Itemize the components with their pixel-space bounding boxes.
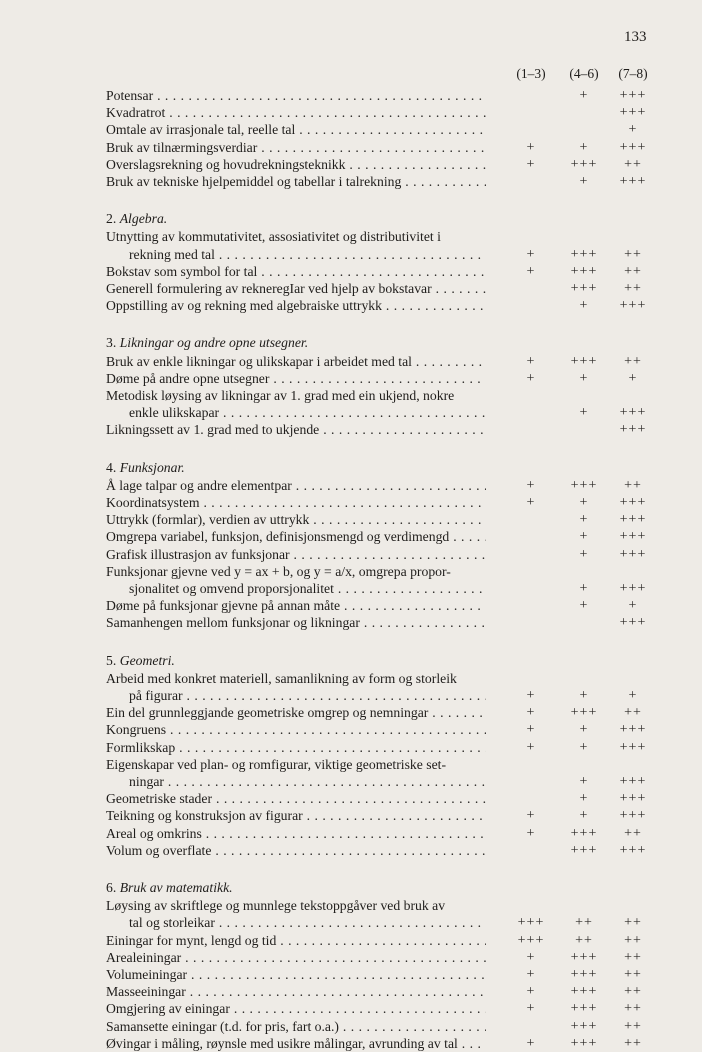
mark-cell: + <box>579 598 589 614</box>
mark-cell: + <box>579 139 589 155</box>
mark-cell: +++ <box>619 722 647 738</box>
row-label: Overslagsrekning og hovudrekningsteknikk . . . <box>106 156 486 173</box>
table-row <box>106 949 651 966</box>
row-label: Bruk av enkle likningar og ulikskapar i arbeidet med tal . . . <box>106 353 486 370</box>
row-label: Arbeid med konkret materiell, samanlikning av form og storleik <box>106 670 457 686</box>
table-row-continuation <box>106 914 651 931</box>
mark-cell: ++ <box>624 1018 642 1034</box>
row-label: Å lage talpar og andre elementpar . . . <box>106 477 486 494</box>
mark-cell: +++ <box>619 581 647 596</box>
mark-cell: + <box>526 808 536 824</box>
mark-cell: + <box>526 1035 536 1051</box>
row-label-continuation: på figurar . . . <box>129 687 486 704</box>
table-row <box>106 704 651 721</box>
mark-cell: +++ <box>619 774 647 789</box>
table-row-continuation <box>106 404 651 421</box>
mark-cell: + <box>628 122 638 138</box>
mark-cell: + <box>579 774 589 789</box>
section-title: Algebra. <box>119 211 168 227</box>
table-row <box>106 1000 651 1017</box>
mark-cell: + <box>579 370 589 386</box>
mark-cell: + <box>526 722 536 738</box>
table-row-continuation <box>106 580 651 597</box>
row-label: Generell formulering av rekneregIar ved hjelp av bokstavar . . . <box>106 280 486 297</box>
mark-cell: +++ <box>570 984 598 1000</box>
table-row-continuation <box>106 687 651 704</box>
mark-cell: +++ <box>619 842 647 858</box>
table-row <box>106 263 651 280</box>
table-row <box>106 297 651 314</box>
column-header-1-3: (1–3) <box>516 66 546 81</box>
table-row <box>106 670 651 687</box>
mark-cell: + <box>579 546 589 562</box>
table-row <box>106 739 651 756</box>
table-row <box>106 546 651 563</box>
mark-cell: + <box>526 156 536 172</box>
row-label-continuation: sjonalitet og omvend proporsjonalitet . . . <box>129 580 486 597</box>
mark-cell: + <box>526 688 536 703</box>
table-row <box>106 807 651 824</box>
mark-cell: +++ <box>570 156 598 172</box>
row-label: Volum og overflate . . . <box>106 842 486 859</box>
table-row <box>106 87 651 104</box>
table-row-continuation <box>106 246 651 263</box>
mark-cell: +++ <box>570 825 598 841</box>
mark-cell: +++ <box>570 705 598 721</box>
row-label-continuation: enkle ulikskapar . . . <box>129 404 486 421</box>
mark-cell: + <box>579 174 589 189</box>
table-row <box>106 966 651 983</box>
row-label-continuation: rekning med tal . . . <box>129 246 486 263</box>
mark-cell: +++ <box>570 477 598 493</box>
table-row <box>106 104 651 121</box>
mark-cell: + <box>526 949 536 965</box>
mark-cell: +++ <box>619 298 647 314</box>
table-row <box>106 1018 651 1035</box>
mark-cell: + <box>579 722 589 738</box>
section-title: Likningar og andre opne utsegner. <box>119 335 309 351</box>
mark-cell: ++ <box>575 915 593 931</box>
mark-cell: + <box>579 405 589 421</box>
section-number: 5. <box>106 652 120 668</box>
mark-cell: + <box>526 1001 536 1017</box>
mark-cell: + <box>579 808 589 824</box>
column-header-7-8: (7–8) <box>618 66 648 81</box>
mark-cell: +++ <box>517 932 545 948</box>
mark-cell: + <box>526 353 536 369</box>
mark-cell: + <box>526 967 536 982</box>
mark-cell: +++ <box>619 105 647 121</box>
row-label: Funksjonar gjevne ved y = ax + b, og y = a/x, omgrepa propor- <box>106 563 451 579</box>
mark-cell: +++ <box>619 512 647 528</box>
mark-cell: +++ <box>570 1035 598 1051</box>
mark-cell: + <box>579 495 589 510</box>
table-row <box>106 121 651 138</box>
mark-cell: + <box>628 598 638 614</box>
row-label: Samanhengen mellom funksjonar og likningar . . . <box>106 614 486 631</box>
table-row <box>106 721 651 738</box>
section-number: 4. <box>106 459 120 475</box>
row-label: Løysing av skriftlege og munnlege tekstoppgåver ved bruk av <box>106 898 446 914</box>
table-row <box>106 932 651 949</box>
table-row <box>106 353 651 370</box>
table-row <box>106 280 651 297</box>
section-heading <box>106 879 233 896</box>
table-row <box>106 790 651 807</box>
row-label: Volumeiningar . . . <box>106 966 486 983</box>
mark-cell: +++ <box>619 791 647 807</box>
row-label: Bokstav som symbol for tal . . . <box>106 263 486 280</box>
mark-cell: + <box>579 739 589 755</box>
mark-cell: ++ <box>624 1035 642 1051</box>
table-row <box>106 563 651 580</box>
row-label: Likningssett av 1. grad med to ukjende . . . <box>106 421 486 438</box>
row-label: Teikning og konstruksjon av figurar . . . <box>106 807 486 824</box>
mark-cell: +++ <box>619 139 647 155</box>
mark-cell: +++ <box>619 808 647 824</box>
table-row <box>106 139 651 156</box>
table-row <box>106 228 651 245</box>
row-label: Kvadratrot . . . <box>106 104 486 121</box>
row-label: Ein del grunnleggjande geometriske omgrep og nemningar . . . <box>106 704 486 721</box>
mark-cell: +++ <box>570 949 598 965</box>
mark-cell: +++ <box>570 263 598 279</box>
table-row <box>106 370 651 387</box>
mark-cell: +++ <box>570 1001 598 1017</box>
mark-cell: ++ <box>624 353 642 369</box>
row-label: Døme på funksjonar gjevne på annan måte . . . <box>106 597 486 614</box>
row-label: Kongruens . . . <box>106 721 486 738</box>
mark-cell: ++ <box>624 915 642 931</box>
mark-cell: + <box>526 825 536 841</box>
table-row <box>106 983 651 1000</box>
mark-cell: +++ <box>619 88 647 103</box>
table-row <box>106 387 651 404</box>
mark-cell: +++ <box>619 174 647 189</box>
table-row-continuation <box>106 773 651 790</box>
mark-cell: +++ <box>619 739 647 755</box>
mark-cell: +++ <box>570 246 598 262</box>
mark-cell: ++ <box>624 1001 642 1017</box>
mark-cell: +++ <box>570 842 598 858</box>
mark-cell: + <box>526 495 536 510</box>
row-label: Bruk av tilnærmingsverdiar . . . <box>106 139 486 156</box>
mark-cell: +++ <box>619 422 647 438</box>
mark-cell: + <box>526 705 536 721</box>
mark-cell: ++ <box>624 932 642 948</box>
mark-cell: +++ <box>517 915 545 931</box>
mark-cell: + <box>526 370 536 386</box>
row-label: Oppstilling av og rekning med algebraiske uttrykk . . . <box>106 297 486 314</box>
section-number: 6. <box>106 880 120 895</box>
row-label: Masseeiningar . . . <box>106 983 486 1000</box>
row-label: Øvingar i måling, røynsle med usikre målingar, avrunding av tal . . . <box>106 1035 486 1052</box>
row-label: Arealeiningar . . . <box>106 949 486 966</box>
page-number: 133 <box>624 29 647 45</box>
table-row <box>106 477 651 494</box>
mark-cell: + <box>579 791 589 807</box>
table-row <box>106 597 651 614</box>
section-heading <box>106 334 308 351</box>
section-heading <box>106 459 185 476</box>
mark-cell: +++ <box>619 405 647 421</box>
section-number: 2. <box>106 211 120 227</box>
mark-cell: ++ <box>624 246 642 262</box>
mark-cell: +++ <box>619 495 647 510</box>
mark-cell: + <box>526 139 536 155</box>
mark-cell: +++ <box>619 615 647 631</box>
mark-cell: +++ <box>570 1018 598 1034</box>
mark-cell: ++ <box>624 281 642 296</box>
section-number: 3. <box>106 335 120 351</box>
mark-cell: +++ <box>619 529 647 545</box>
table-row <box>106 511 651 528</box>
mark-cell: + <box>579 88 589 103</box>
row-label: Grafisk illustrasjon av funksjonar . . . <box>106 546 486 563</box>
row-label: Utnytting av kommutativitet, assosiativitet og distributivitet i <box>106 229 441 245</box>
table-row <box>106 897 651 914</box>
mark-cell: + <box>579 688 589 703</box>
mark-cell: + <box>579 529 589 545</box>
table-row <box>106 1035 651 1052</box>
row-label: Omgjering av einingar . . . <box>106 1000 486 1017</box>
row-label: Formlikskap . . . <box>106 739 486 756</box>
row-label: Potensar . . . <box>106 87 486 104</box>
mark-cell: + <box>526 263 536 279</box>
mark-cell: ++ <box>624 156 642 172</box>
mark-cell: ++ <box>624 984 642 1000</box>
row-label-continuation: ningar . . . <box>129 773 486 790</box>
row-label-continuation: tal og storleikar . . . <box>129 914 486 931</box>
mark-cell: +++ <box>619 546 647 562</box>
row-label: Bruk av tekniske hjelpemiddel og tabellar i talrekning . . . <box>106 173 486 190</box>
row-label: Samansette einingar (t.d. for pris, fart o.a.) . . . <box>106 1018 486 1035</box>
table-row <box>106 614 651 631</box>
table-row <box>106 421 651 438</box>
mark-cell: + <box>526 739 536 755</box>
row-label: Omtale av irrasjonale tal, reelle tal . . . <box>106 121 486 138</box>
row-label: Omgrepa variabel, funksjon, definisjonsmengd og verdimengd . . . <box>106 528 486 545</box>
mark-cell: + <box>526 246 536 262</box>
row-label: Døme på andre opne utsegner . . . <box>106 370 486 387</box>
row-label: Metodisk løysing av likningar av 1. grad med ein ukjend, nokre <box>106 388 455 403</box>
section-title: Funksjonar. <box>119 459 185 475</box>
table-row <box>106 156 651 173</box>
mark-cell: + <box>579 298 589 314</box>
mark-cell: ++ <box>624 263 642 279</box>
row-label: Eigenskapar ved plan- og romfigurar, viktige geometriske set- <box>106 756 447 772</box>
table-row <box>106 494 651 511</box>
mark-cell: + <box>526 477 536 493</box>
section-heading <box>106 210 167 227</box>
mark-cell: +++ <box>570 281 598 296</box>
mark-cell: ++ <box>575 932 593 948</box>
mark-cell: + <box>628 370 638 386</box>
section-title: Bruk av matematikk. <box>119 880 233 895</box>
mark-cell: ++ <box>624 967 642 982</box>
table-row <box>106 825 651 842</box>
mark-cell: ++ <box>624 705 642 721</box>
row-label: Areal og omkrins . . . <box>106 825 486 842</box>
mark-cell: ++ <box>624 949 642 965</box>
table-row <box>106 528 651 545</box>
section-heading <box>106 652 175 669</box>
mark-cell: +++ <box>570 353 598 369</box>
mark-cell: +++ <box>570 967 598 982</box>
table-row <box>106 173 651 190</box>
mark-cell: + <box>579 512 589 528</box>
mark-cell: + <box>526 984 536 1000</box>
mark-cell: ++ <box>624 825 642 841</box>
row-label: Koordinatsystem . . . <box>106 494 486 511</box>
mark-cell: ++ <box>624 477 642 493</box>
mark-cell: + <box>628 688 638 703</box>
table-row <box>106 756 651 773</box>
row-label: Einingar for mynt, lengd og tid . . . <box>106 932 486 949</box>
mark-cell: + <box>579 581 589 596</box>
table-row <box>106 842 651 859</box>
section-title: Geometri. <box>119 652 175 668</box>
row-label: Geometriske stader . . . <box>106 790 486 807</box>
column-header-4-6: (4–6) <box>569 66 599 81</box>
row-label: Uttrykk (formlar), verdien av uttrykk . . . <box>106 511 486 528</box>
